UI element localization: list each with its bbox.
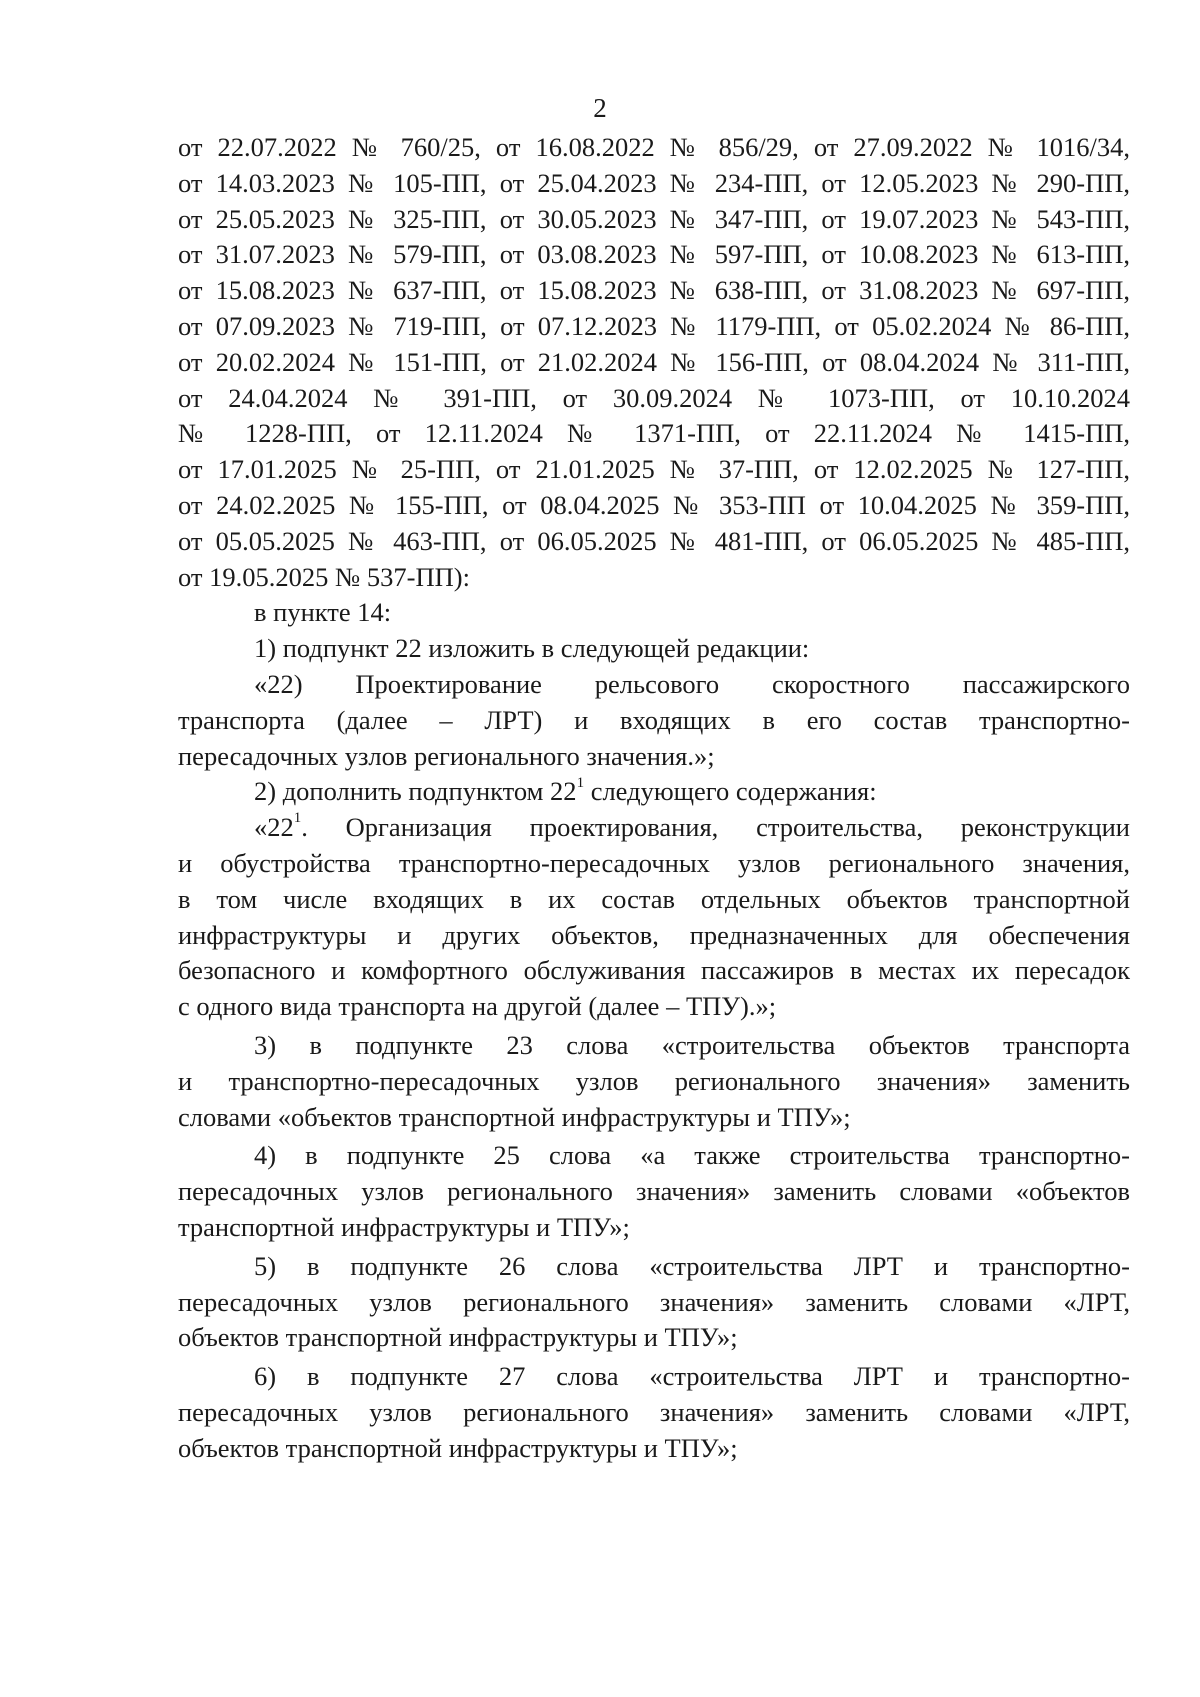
resolution-list: [178, 130, 1130, 595]
text-line: от 19.05.2025 № 537-ПП):: [178, 561, 470, 592]
text-line: пересадочных узлов регионального значения» заменить словами «объектов: [178, 1176, 1130, 1207]
text-line: инфраструктуры и других объектов, предназначенных для обеспечения: [178, 919, 1130, 950]
item-5: [178, 1249, 1130, 1356]
text-line: и обустройства транспортно-пересадочных узлов регионального значения,: [178, 847, 1130, 878]
text-line: с одного вида транспорта на другой (далее – ТПУ).»;: [178, 991, 777, 1022]
text-line: транспорта (далее – ЛРТ) и входящих в его состав транспортно-: [178, 704, 1130, 735]
document-body: [178, 130, 1130, 1466]
text-line: от 22.07.2022 № 760/25, от 16.08.2022 № 856/29, от 27.09.2022 № 1016/34,: [178, 132, 1130, 162]
text-line: от 05.05.2025 № 463-ПП, от 06.05.2025 № 481-ПП, от 06.05.2025 № 485-ПП,: [178, 525, 1130, 556]
text-line: от 07.09.2023 № 719-ПП, от 07.12.2023 № 1179-ПП, от 05.02.2024 № 86-ПП,: [178, 310, 1130, 341]
text-line: от 15.08.2023 № 637-ПП, от 15.08.2023 № 638-ПП, от 31.08.2023 № 697-ПП,: [178, 275, 1130, 306]
item-2: [178, 774, 1130, 1025]
text-line: в том числе входящих в их состав отдельных объектов транспортной: [178, 883, 1130, 914]
text-line: словами «объектов транспортной инфраструктуры и ТПУ»;: [178, 1101, 851, 1132]
item-heading: [178, 774, 1130, 810]
text-line: 4) в подпункте 25 слова «а также строительства транспортно-: [254, 1140, 1130, 1171]
item-3: [178, 1028, 1130, 1135]
text-line: 5) в подпункте 26 слова «строительства ЛРТ и транспортно-: [254, 1250, 1130, 1281]
text-line: безопасного и комфортного обслуживания пассажиров в местах их пересадок: [178, 955, 1130, 986]
superscript: 1: [576, 774, 585, 791]
text-line: 3) в подпункте 23 слова «строительства объектов транспорта: [254, 1029, 1130, 1060]
text-line: объектов транспортной инфраструктуры и ТПУ»;: [178, 1432, 738, 1463]
text-line: от 14.03.2023 № 105-ПП, от 25.04.2023 № 234-ПП, от 12.05.2023 № 290-ПП,: [178, 167, 1130, 198]
heading-text: 2) дополнить подпунктом 22: [254, 776, 577, 807]
page-number: 2: [593, 93, 607, 123]
text-line: [178, 810, 1130, 846]
text-line: от 24.04.2024 № 391-ПП, от 30.09.2024 № 1073-ПП, от 10.10.2024: [178, 382, 1130, 413]
text-line: «22) Проектирование рельсового скоростного пассажирского: [254, 668, 1130, 699]
text-line: объектов транспортной инфраструктуры и ТПУ»;: [178, 1322, 738, 1353]
text-line: и транспортно-пересадочных узлов регионального значения» заменить: [178, 1065, 1130, 1096]
heading-text: следующего содержания:: [584, 776, 877, 807]
point-intro: в пункте 14:: [254, 597, 392, 628]
text-line: от 17.01.2025 № 25-ПП, от 21.01.2025 № 37-ПП, от 12.02.2025 № 127-ПП,: [178, 454, 1130, 485]
text-line: 6) в подпункте 27 слова «строительства ЛРТ и транспортно-: [254, 1361, 1130, 1392]
superscript: 1: [293, 810, 302, 827]
line-text: «22: [254, 812, 294, 843]
text-line: от 25.05.2023 № 325-ПП, от 30.05.2023 № 347-ПП, от 19.07.2023 № 543-ПП,: [178, 203, 1130, 234]
text-line: пересадочных узлов регионального значения» заменить словами «ЛРТ,: [178, 1396, 1130, 1427]
item-6: [178, 1359, 1130, 1466]
item-heading: 1) подпункт 22 изложить в следующей редакции:: [254, 633, 810, 664]
text-line: от 20.02.2024 № 151-ПП, от 21.02.2024 № 156-ПП, от 08.04.2024 № 311-ПП,: [178, 346, 1130, 377]
line-text: . Организация проектирования, строительства, реконструкции: [301, 812, 1130, 843]
text-line: транспортной инфраструктуры и ТПУ»;: [178, 1211, 630, 1242]
text-line: № 1228-ПП, от 12.11.2024 № 1371-ПП, от 22.11.2024 № 1415-ПП,: [178, 418, 1130, 449]
text-line: пересадочных узлов регионального значения» заменить словами «ЛРТ,: [178, 1286, 1130, 1317]
text-line: от 24.02.2025 № 155-ПП, от 08.04.2025 № 353-ПП от 10.04.2025 № 359-ПП,: [178, 489, 1130, 520]
item-1: [178, 631, 1130, 774]
item-4: [178, 1138, 1130, 1245]
text-line: пересадочных узлов регионального значения.»;: [178, 740, 715, 771]
text-line: от 31.07.2023 № 579-ПП, от 03.08.2023 № 597-ПП, от 10.08.2023 № 613-ПП,: [178, 239, 1130, 270]
